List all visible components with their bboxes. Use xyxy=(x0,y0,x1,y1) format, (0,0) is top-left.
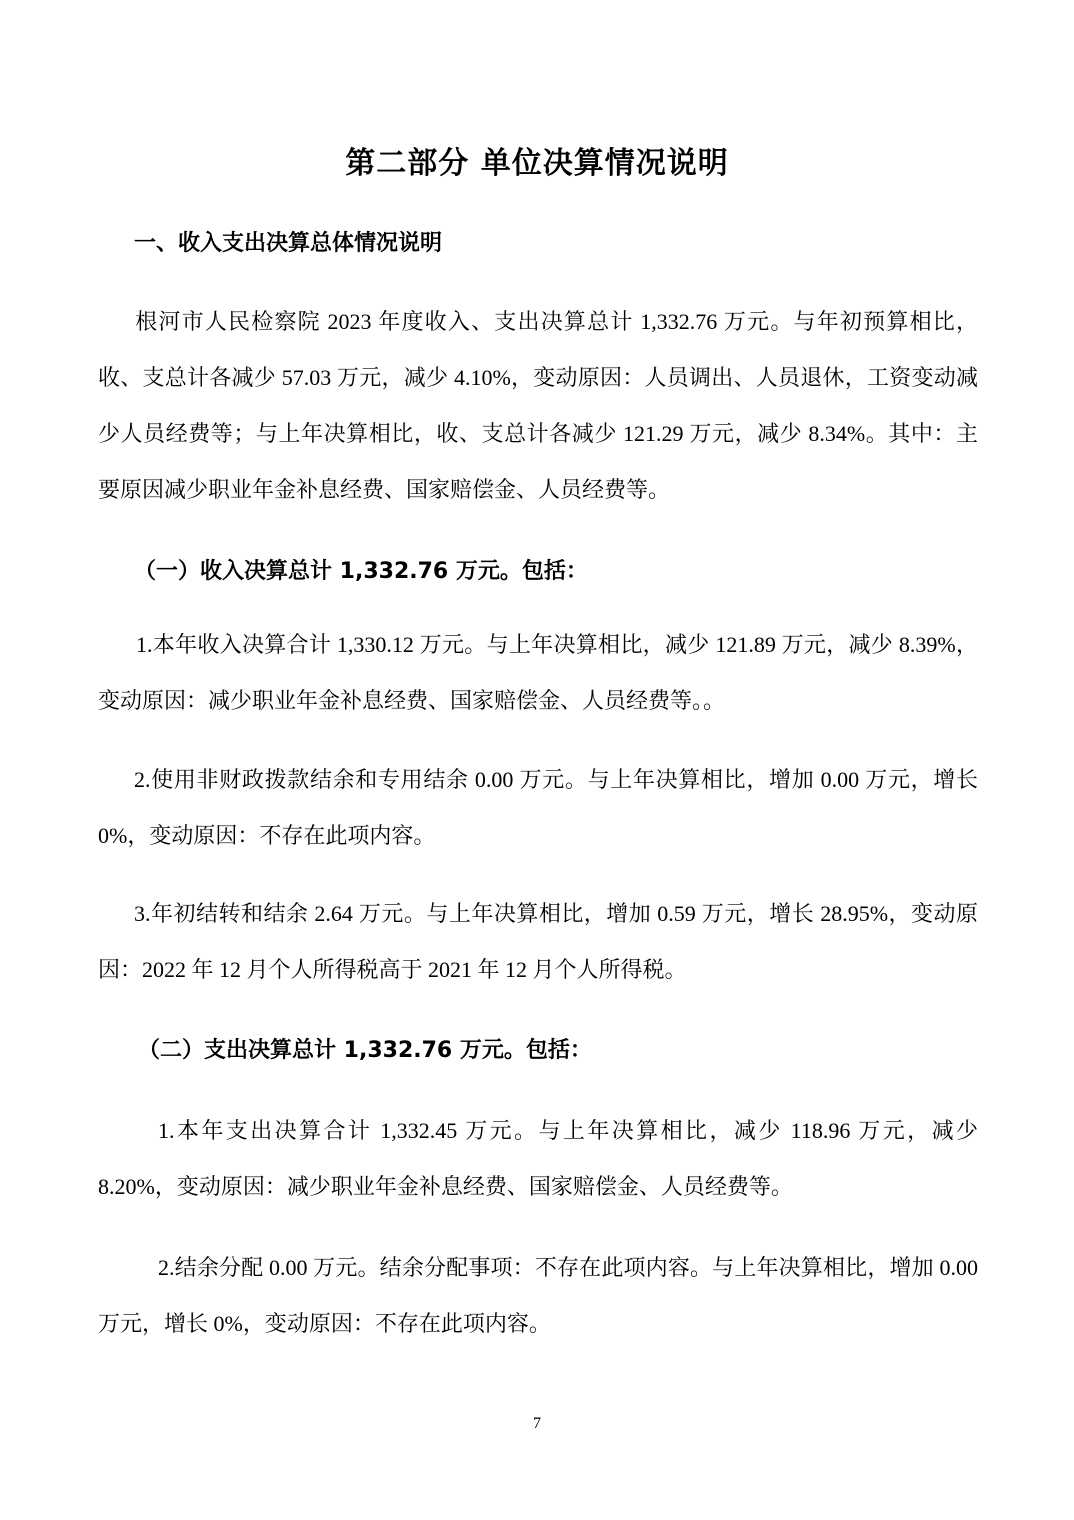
income-item-2 xyxy=(98,752,978,864)
income-item-2-text: 2.使用非财政拨款结余和专用结余 0.00 万元。与上年决算相比，增加 0.00 万元，增长 0%，变动原因：不存在此项内容。 xyxy=(98,767,978,848)
expense-item-2-text: 2.结余分配 0.00 万元。结余分配事项：不存在此项内容。与上年决算相比，增加 0.00 万元，增长 0%，变动原因：不存在此项内容。 xyxy=(98,1255,978,1336)
expense-item-1 xyxy=(98,1103,978,1215)
expense-item-1-text: 1.本年支出决算合计 1,332.45 万元。与上年决算相比，减少 118.96 万元，减少 8.20%，变动原因：减少职业年金补息经费、国家赔偿金、人员经费等。 xyxy=(98,1118,978,1199)
page-title: 第二部分 单位决算情况说明 xyxy=(345,146,729,181)
overview-paragraph xyxy=(98,294,978,518)
income-item-3-text: 3.年初结转和结余 2.64 万元。与上年决算相比，增加 0.59 万元，增长 28.95%，变动原因：2022 年 12 月个人所得税高于 2021 年 12 月个人所得税。 xyxy=(98,901,978,982)
section-heading: 一、收入支出决算总体情况说明 xyxy=(134,231,443,256)
expense-heading: （二）支出决算总计 1,332.76 万元。包括： xyxy=(138,1038,592,1063)
income-heading: （一）收入决算总计 1,332.76 万元。包括： xyxy=(134,559,588,584)
income-item-1-text: 1.本年收入决算合计 1,330.12 万元。与上年决算相比，减少 121.89 万元，减少 8.39%，变动原因：减少职业年金补息经费、国家赔偿金、人员经费等。。 xyxy=(98,632,978,713)
income-item-3 xyxy=(98,886,978,998)
page-number: 7 xyxy=(533,1415,541,1432)
overview-text: 根河市人民检察院 2023 年度收入、支出决算总计 1,332.76 万元。与年初预算相比，收、支总计各减少 57.03 万元，减少 4.10%，变动原因：人员调出、人员退休，工资变动减少人员经费等；与上年决算相比，收、支总计各减少 121.29 万元，减少 8.34%。其中：主要原因减少职业年金补息经费、国家赔偿金、人员经费等。 xyxy=(98,309,978,502)
expense-item-2 xyxy=(98,1240,978,1352)
income-item-1 xyxy=(98,617,978,729)
